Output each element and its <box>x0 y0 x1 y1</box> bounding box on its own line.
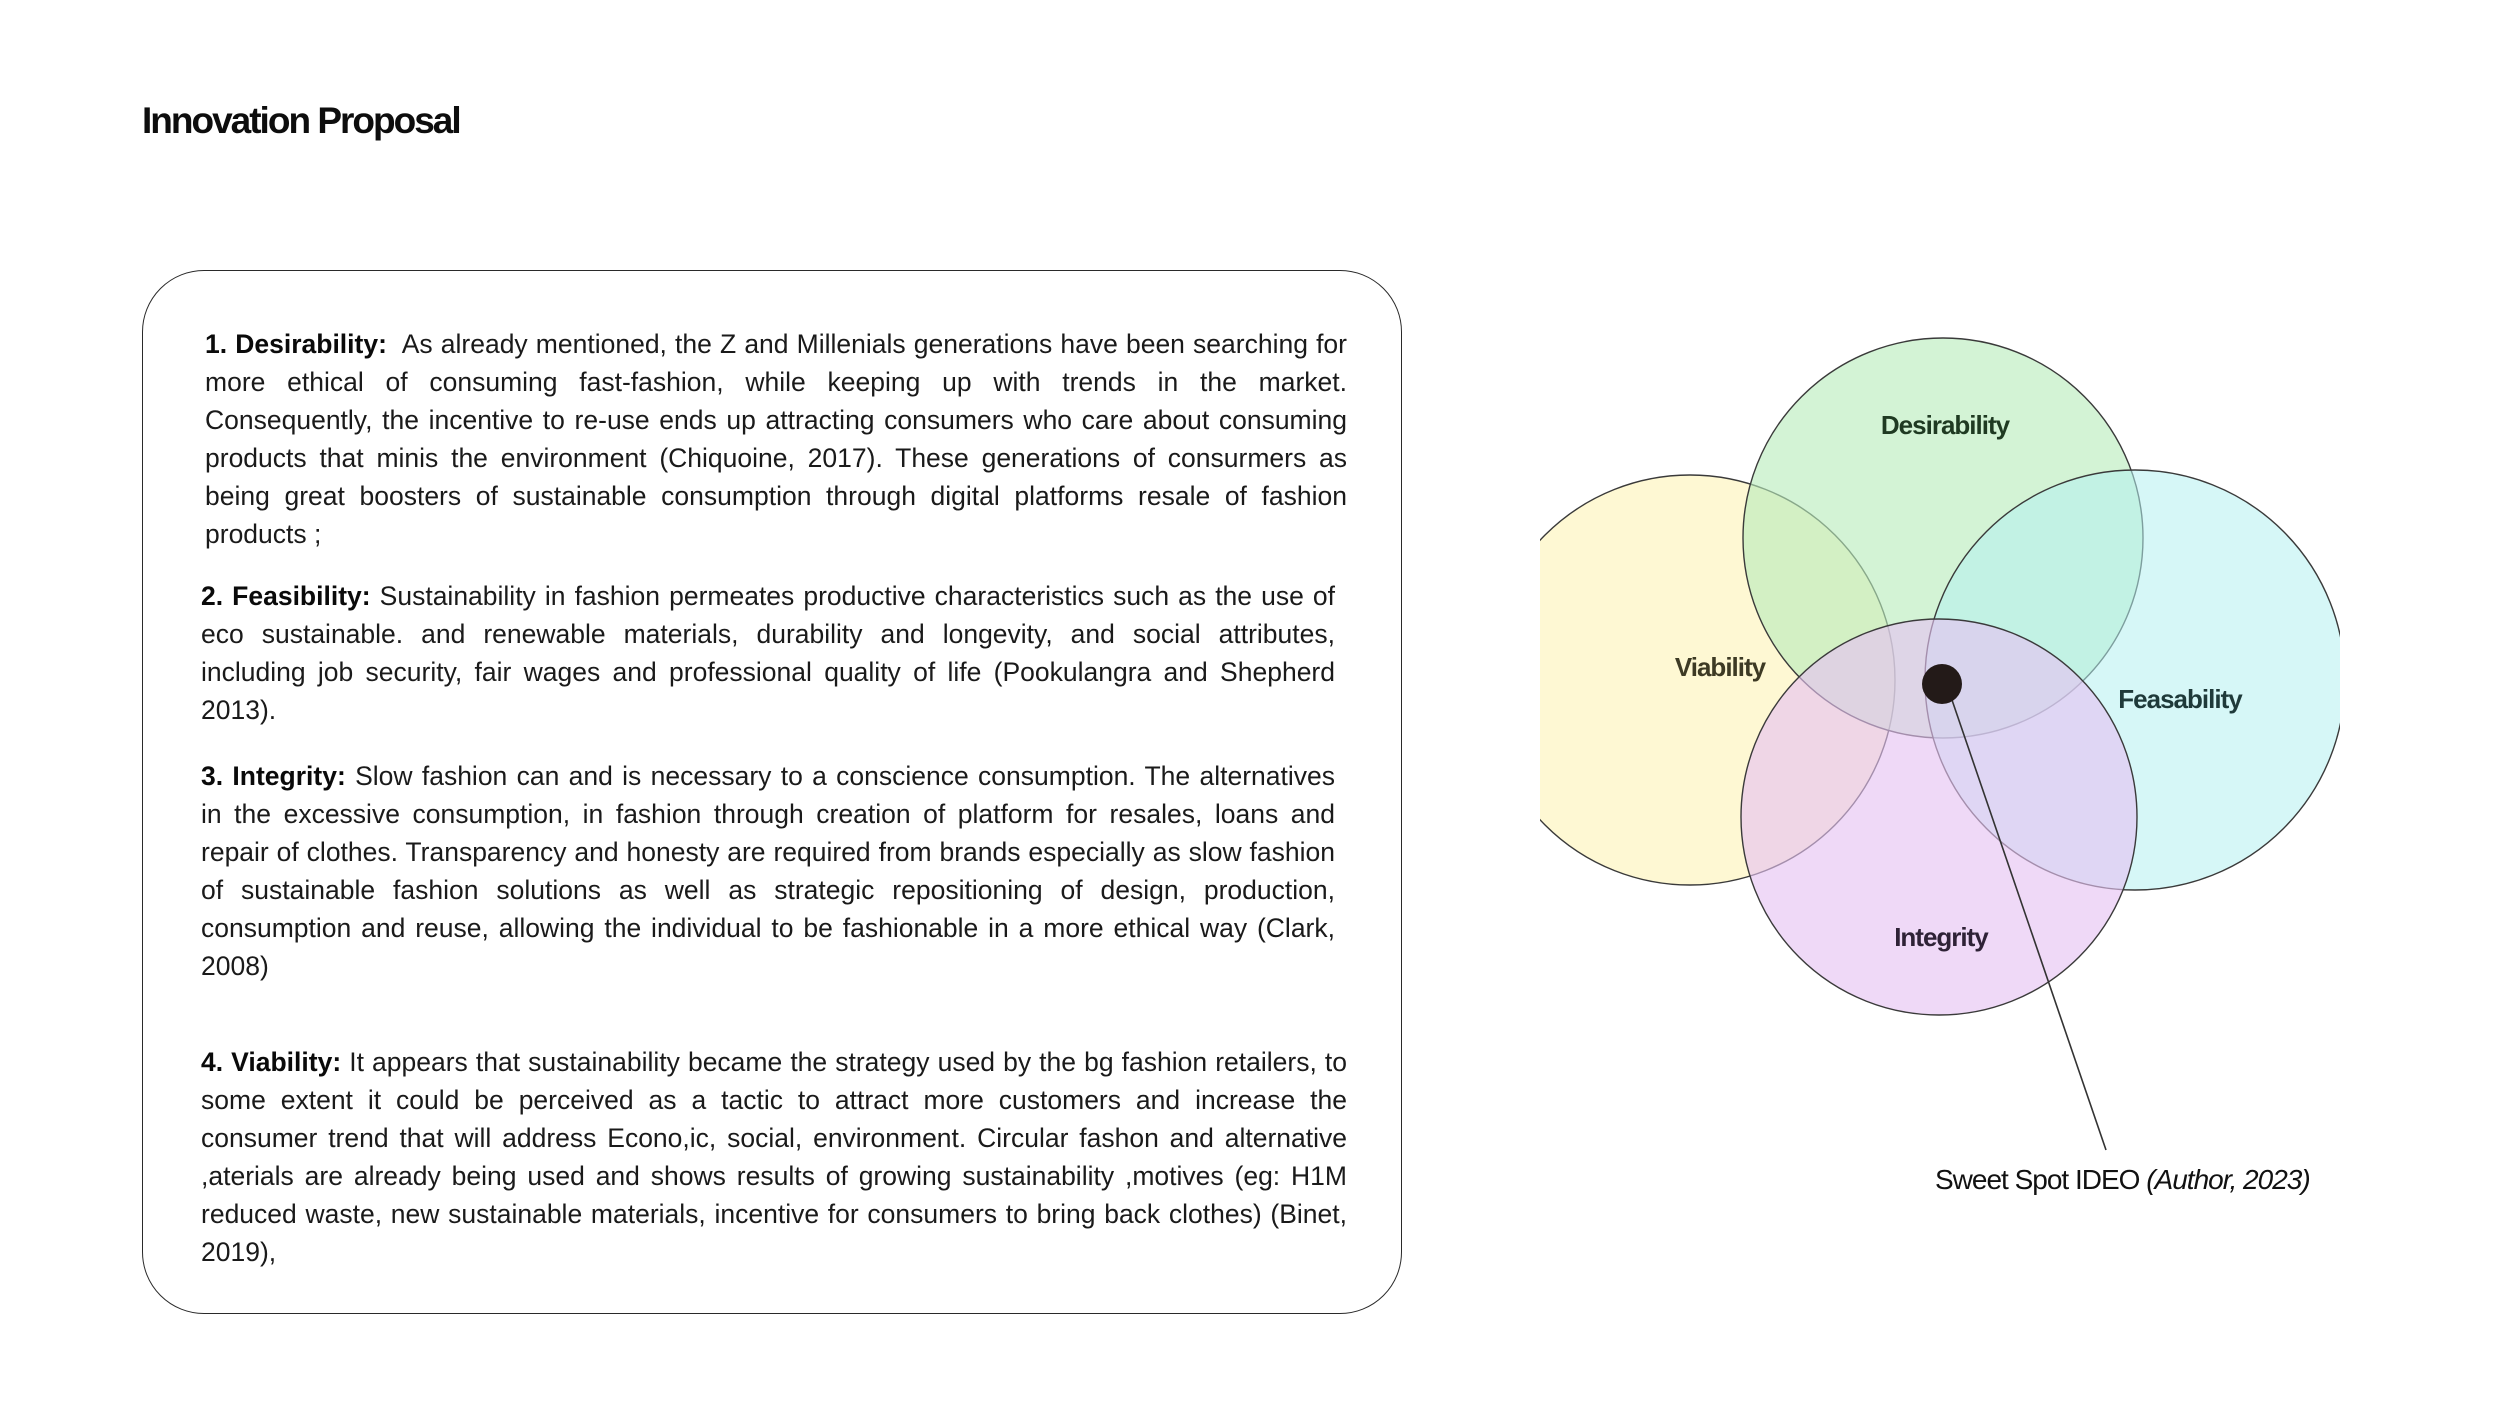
sweet-spot-dot <box>1922 664 1962 704</box>
section-feasibility-heading: 2. Feasibility: <box>201 581 371 611</box>
section-feasibility-body: Sustainability in fashion permeates productive characteristics such as the use of eco sustainable. and renewable materials, durability and longevity, and social attributes, including job security, fair wages and professional quality of life (Pookulangra and Shepherd 2013). <box>201 581 1335 725</box>
text-card <box>142 270 1402 1314</box>
venn-diagram-svg <box>1540 320 2340 1220</box>
venn-diagram <box>1540 320 2340 1220</box>
section-integrity <box>201 757 1335 985</box>
desirability-label: Desirability <box>1880 410 2010 440</box>
integrity-label: Integrity <box>1894 922 1988 952</box>
diagram-caption <box>1935 1164 2310 1196</box>
page-title: Innovation Proposal <box>142 100 460 141</box>
section-integrity-body: Slow fashion can and is necessary to a conscience consumption. The alternatives in the excessive consumption, in fashion through creation of platform for resales, loans and repair of clothes. Transparency and honesty are required from brands especially as slow fashion of sustainable fashion solutions as well as strategic repositioning of design, production, consumption and reuse, allowing the individual to be fashionable in a more ethical way (Clark, 2008) <box>201 761 1335 981</box>
section-integrity-heading: 3. Integrity: <box>201 761 346 791</box>
section-feasibility <box>201 577 1335 729</box>
caption-label: Sweet Spot IDEO <box>1935 1164 2140 1195</box>
section-desirability-heading: 1. Desirability: <box>205 329 387 359</box>
feasability-label: Feasability <box>2118 684 2242 714</box>
section-viability-body: It appears that sustainability became the strategy used by the bg fashion retailers, to some extent it could be perceived as a tactic to attract more customers and increase the consumer trend that will address Econo,ic, social, environment. Circular fashon and alternative ,aterials are already being used and shows results of growing sustainability ,motives (eg: H1M reduced waste, new sustainable materials, incentive for consumers to bring back clothes) (Binet, 2019), <box>201 1047 1347 1267</box>
section-viability-heading: 4. Viability: <box>201 1047 342 1077</box>
section-desirability <box>205 325 1347 553</box>
section-desirability-body: As already mentioned, the Z and Millenials generations have been searching for more ethical of consuming fast-fashion, while keeping up with trends in the market. Consequently, the incentive to re-use ends up attracting consumers who care about consuming products that minis the environment (Chiquoine, 2017). These generations of consurmers as being great boosters of sustainable consumption through digital platforms resale of fashion products ; <box>205 329 1347 549</box>
viability-label: Viability <box>1674 652 1766 682</box>
caption-citation: (Author, 2023) <box>2146 1164 2310 1195</box>
section-viability <box>201 1043 1347 1271</box>
